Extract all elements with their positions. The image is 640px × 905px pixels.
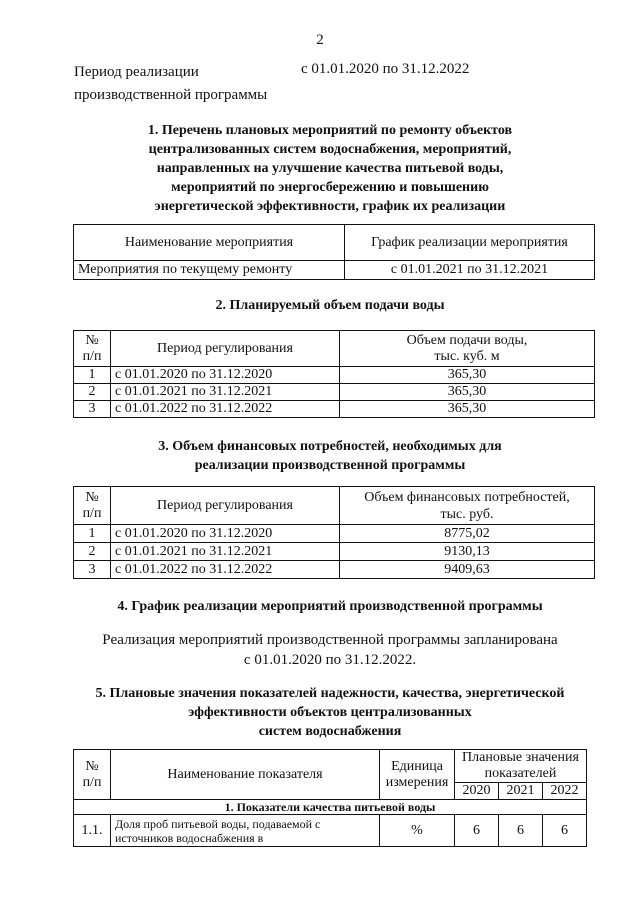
row-num: 1.1. [74, 815, 111, 847]
row-period: с 01.01.2022 по 31.12.2022 [111, 401, 340, 418]
activities-table [73, 224, 595, 280]
row-indicator-name-line2: источников водоснабжения в [115, 830, 264, 845]
section1-title-line: 1. Перечень плановых мероприятий по ремонту объектов [147, 123, 513, 138]
period-value: с 01.01.2020 по 31.12.2022 [301, 61, 470, 77]
table-row [74, 815, 587, 847]
header-financial [340, 487, 595, 525]
section5-title-line: систем водоснабжения [258, 724, 402, 739]
row-volume: 365,30 [340, 384, 595, 401]
section1-title-line: мероприятий по энергосбережению и повышению [171, 180, 489, 195]
section4-title: 4. График реализации мероприятий производственной программы [117, 599, 543, 614]
header-num [74, 487, 111, 525]
header-num-line1: № [85, 758, 99, 774]
table-row [74, 401, 595, 418]
indicators-table [73, 749, 587, 847]
header-financial-line2: тыс. руб. [440, 506, 494, 522]
period-label-line2: производственной программы [74, 87, 268, 103]
header-planned [455, 750, 587, 783]
activity-name-cell: Мероприятия по текущему ремонту [74, 261, 345, 280]
row-amount: 9130,13 [340, 543, 595, 561]
row-num: 3 [74, 561, 111, 579]
page-number: 2 [316, 32, 324, 48]
header-year: 2022 [542, 783, 586, 800]
row-volume: 365,30 [340, 401, 595, 418]
table-header-row [74, 750, 587, 783]
activity-schedule-cell: с 01.01.2021 по 31.12.2021 [345, 261, 595, 280]
section5-title [20, 684, 640, 741]
row-num: 2 [74, 543, 111, 561]
row-volume: 365,30 [340, 367, 595, 384]
row-amount: 9409,63 [340, 561, 595, 579]
section3-title [60, 437, 600, 475]
row-period: с 01.01.2021 по 31.12.2021 [111, 384, 340, 401]
section1-title [60, 121, 600, 216]
row-amount: 8775,02 [340, 525, 595, 543]
header-planned-line2: показателей [484, 766, 557, 781]
header-unit [380, 750, 455, 800]
header-unit-line2: измерения [385, 774, 449, 790]
group-title: 1. Показатели качества питьевой воды [74, 800, 587, 815]
table-header-row [74, 487, 595, 525]
row-indicator-name [111, 815, 380, 847]
section4-text-line2: с 01.01.2020 по 31.12.2022. [243, 652, 417, 668]
header-num-line1: № [85, 332, 99, 348]
section1-title-line: централизованных систем водоснабжения, мероприятий, [148, 142, 512, 157]
row-period: с 01.01.2022 по 31.12.2022 [111, 561, 340, 579]
group-row [74, 800, 587, 815]
section4-text [70, 630, 590, 670]
header-year: 2021 [498, 783, 542, 800]
header-year: 2020 [455, 783, 499, 800]
section1-title-line: направленных на улучшение качества питьевой воды, [156, 161, 504, 176]
header-activity-schedule: График реализации мероприятия [345, 225, 595, 261]
header-unit-line1: Единица [391, 758, 443, 774]
row-period: с 01.01.2021 по 31.12.2021 [111, 543, 340, 561]
row-unit: % [380, 815, 455, 847]
section2-title: 2. Планируемый объем подачи воды [215, 298, 445, 313]
header-planned-line1: Плановые значения [462, 750, 579, 765]
header-num-line2: п/п [82, 774, 102, 790]
header-num-line2: п/п [82, 505, 102, 521]
row-value-2022: 6 [542, 815, 586, 847]
header-period: Период регулирования [111, 487, 340, 525]
header-activity-name: Наименование мероприятия [74, 225, 345, 261]
section3-title-line: 3. Объем финансовых потребностей, необходимых для [158, 439, 502, 454]
header-num-line2: п/п [82, 348, 102, 364]
table-header-row [74, 331, 595, 367]
row-num: 1 [74, 367, 111, 384]
section4-text-line1: Реализация мероприятий производственной программы запланирована [102, 632, 558, 648]
table-row [74, 525, 595, 543]
header-num [74, 331, 111, 367]
table-header-row [74, 225, 595, 261]
row-value-2020: 6 [455, 815, 499, 847]
row-period: с 01.01.2020 по 31.12.2020 [111, 525, 340, 543]
table-row [74, 367, 595, 384]
table-row [74, 561, 595, 579]
water-supply-table [73, 330, 595, 418]
table-row [74, 543, 595, 561]
period-label-line1: Период реализации [74, 64, 199, 80]
header-volume-line1: Объем подачи воды, [406, 332, 528, 348]
table-row [74, 261, 595, 280]
header-financial-line1: Объем финансовых потребностей, [364, 489, 570, 505]
row-indicator-name-line1: Доля проб питьевой воды, подаваемой с [115, 816, 321, 831]
row-num: 3 [74, 401, 111, 418]
row-num: 2 [74, 384, 111, 401]
financial-needs-table [73, 486, 595, 579]
row-period: с 01.01.2020 по 31.12.2020 [111, 367, 340, 384]
period-label [74, 61, 267, 107]
section1-title-line: энергетической эффективности, график их реализации [154, 199, 506, 214]
header-num-line1: № [85, 489, 99, 505]
table-row [74, 384, 595, 401]
header-indicator-name: Наименование показателя [111, 750, 380, 800]
row-value-2021: 6 [498, 815, 542, 847]
section3-title-line: реализации производственной программы [194, 458, 466, 473]
row-num: 1 [74, 525, 111, 543]
header-period: Период регулирования [111, 331, 340, 367]
section5-title-line: 5. Плановые значения показателей надежности, качества, энергетической [95, 686, 565, 701]
section5-title-line: эффективности объектов централизованных [188, 705, 472, 720]
header-num [74, 750, 111, 800]
header-volume-line2: тыс. куб. м [434, 348, 500, 364]
header-volume [340, 331, 595, 367]
